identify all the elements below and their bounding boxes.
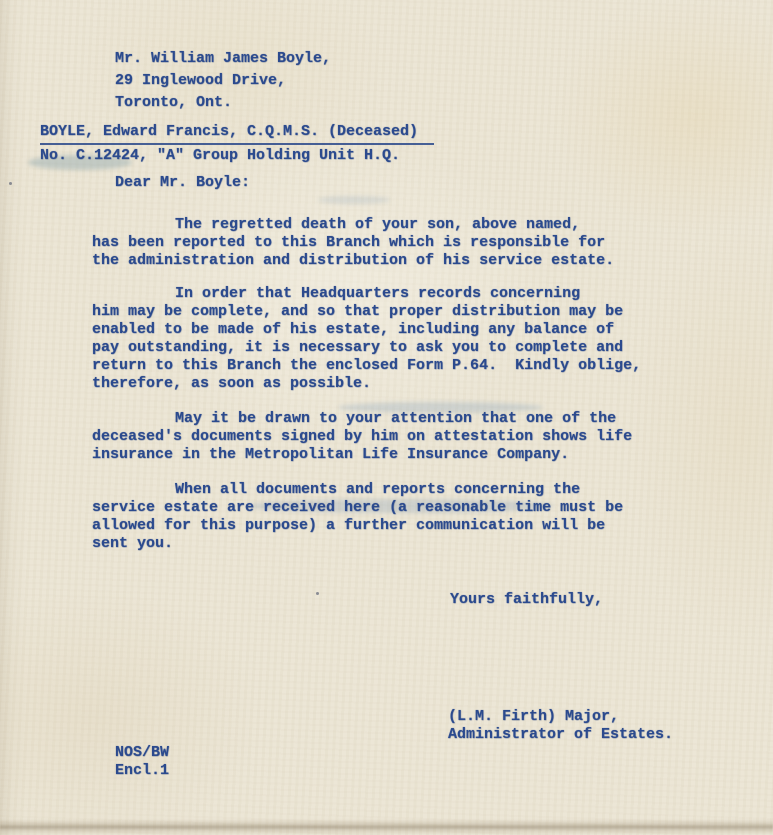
recipient-name: Mr. William James Boyle, [115,50,332,67]
paragraph-line: sent you. [92,535,174,552]
salutation: Dear Mr. Boyle: [115,174,251,191]
subject-line-deceased [40,121,434,145]
paragraph-line: has been reported to this Branch which is responsible for [92,234,606,251]
paragraph-1 [92,216,614,270]
ink-speck [316,592,319,595]
paragraph-line: therefore, as soon as possible. [92,375,372,392]
paragraph-line: insurance in the Metropolitan Life Insurance Company. [92,446,570,463]
reference-block [115,744,169,780]
paragraph-line: deceased's documents signed by him on attestation shows life [92,428,633,445]
ink-speck [9,182,12,185]
enclosure-note: Encl.1 [115,762,170,779]
subject-block [40,121,434,167]
paragraph-line: the administration and distribution of his service estate. [92,252,615,269]
recipient-city: Toronto, Ont. [115,94,233,111]
paragraph-line: May it be drawn to your attention that one of the [175,410,617,427]
paragraph-4 [92,481,623,553]
paragraph-line: pay outstanding, it is necessary to ask you to complete and [92,339,624,356]
paragraph-line: enabled to be made of his estate, including any balance of [92,321,615,338]
closing-salutation: Yours faithfully, [450,591,604,608]
reference-initials: NOS/BW [115,744,170,761]
signature-title: Administrator of Estates. [448,726,674,743]
paragraph-2 [92,285,641,393]
recipient-street: 29 Inglewood Drive, [115,72,287,89]
ink-smudge [318,196,390,204]
subject-line-unit: No. C.12424, "A" Group Holding Unit H.Q. [40,147,401,164]
recipient-address [115,48,331,114]
scan-edge-shadow [0,819,773,835]
paragraph-3 [92,410,632,464]
signature-block [448,708,673,744]
signature-name: (L.M. Firth) Major, [448,708,620,725]
paragraph-line: When all documents and reports concerning the [175,481,581,498]
paragraph-line: service estate are received here (a reasonable time must be [92,499,624,516]
paragraph-line: him may be complete, and so that proper distribution may be [92,303,624,320]
paragraph-line: In order that Headquarters records concerning [175,285,581,302]
paragraph-line: The regretted death of your son, above named, [175,216,581,233]
paragraph-line: return to this Branch the enclosed Form P.64. Kindly oblige, [92,357,642,374]
paragraph-line: allowed for this purpose) a further communication will be [92,517,606,534]
subject-line-deceased-text: BOYLE, Edward Francis, C.Q.M.S. (Deceased) [40,121,434,145]
